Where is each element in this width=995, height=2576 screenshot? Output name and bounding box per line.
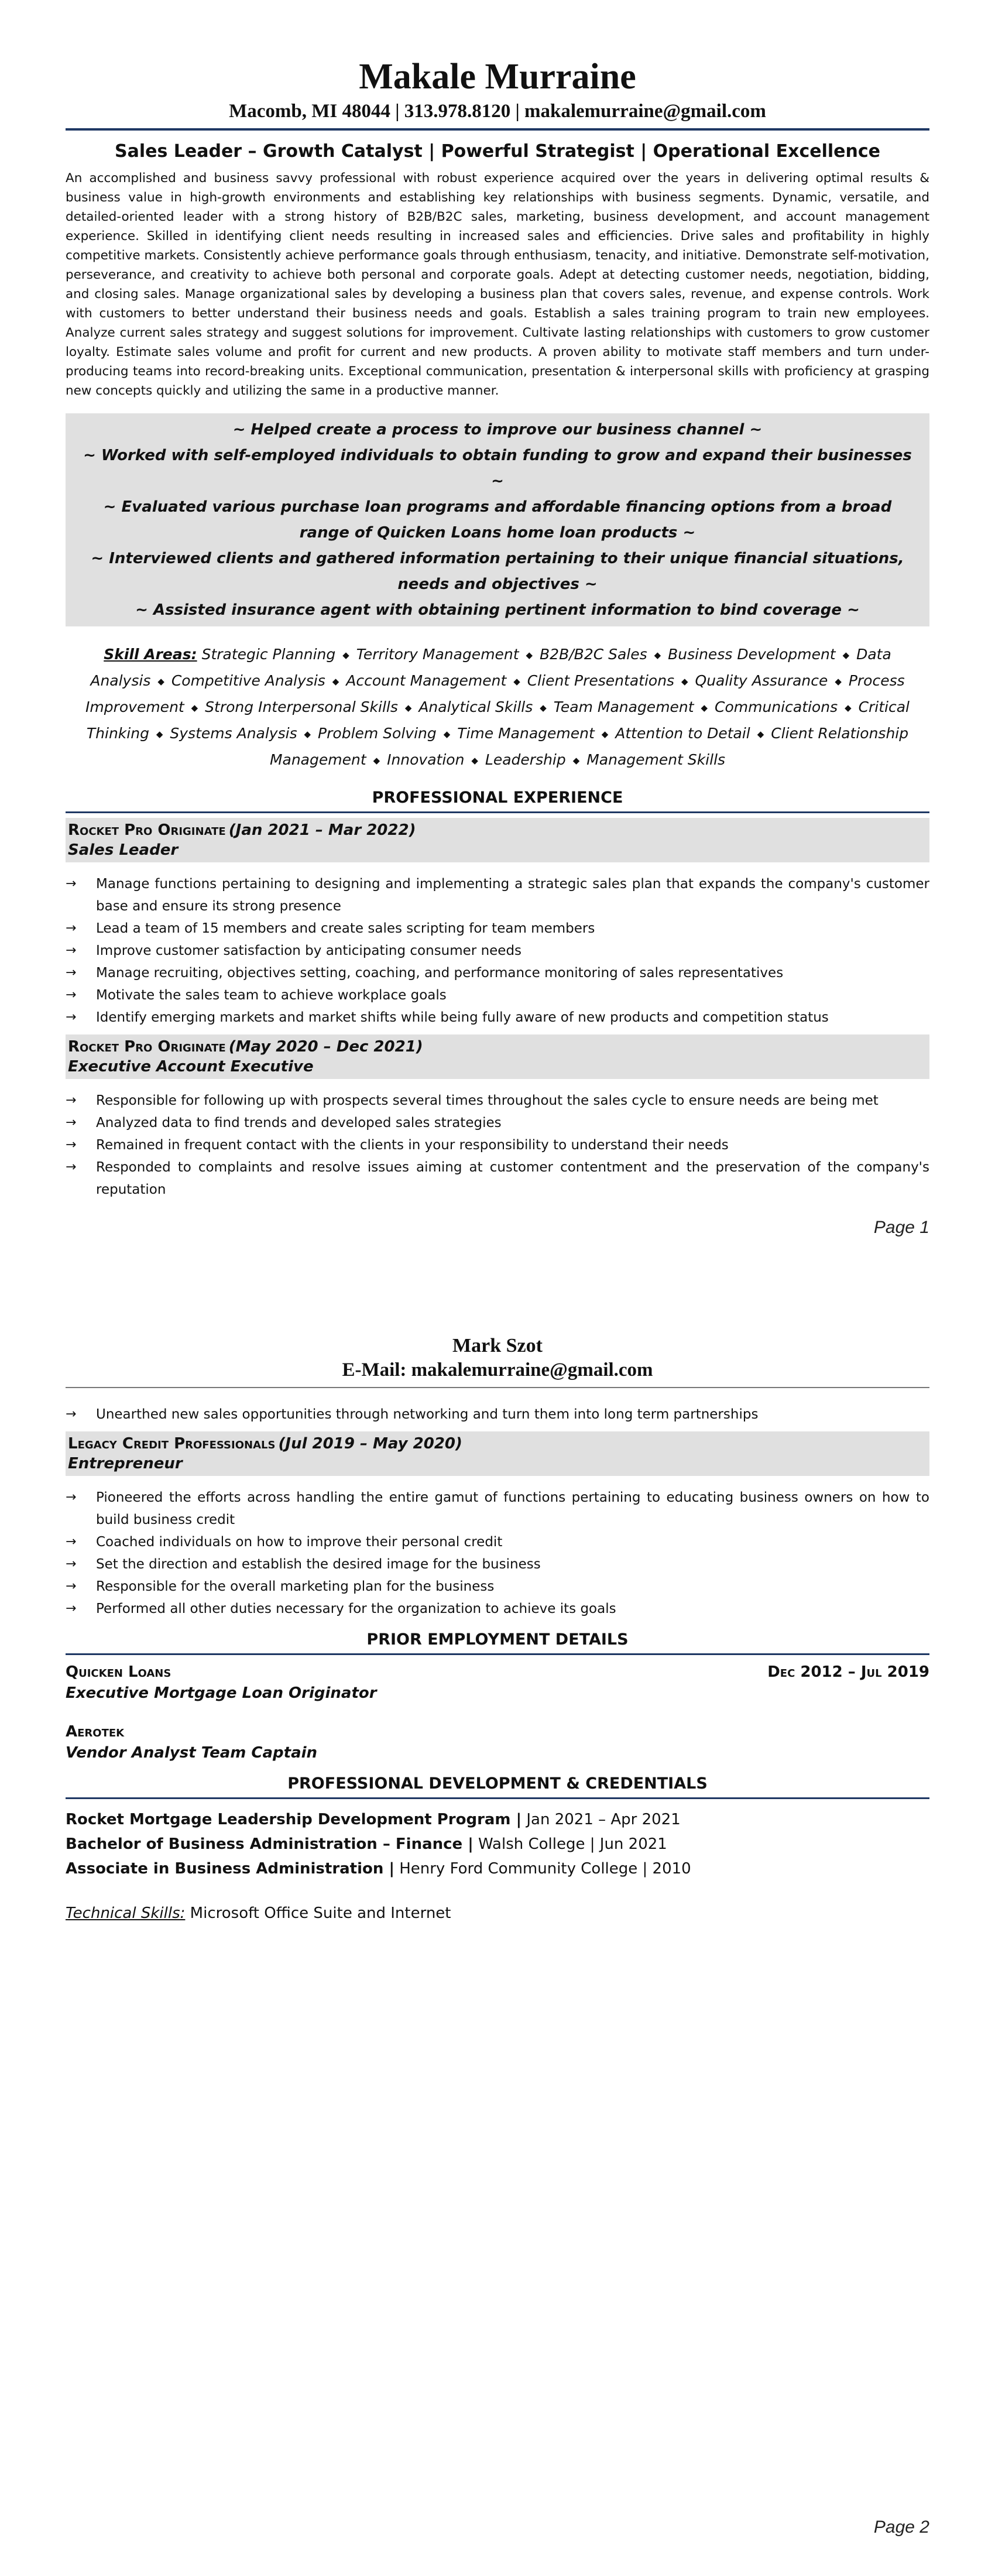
list-item: → Responsible for the overall marketing plan for the business (66, 1575, 929, 1598)
arrow-icon: → (66, 1093, 77, 1108)
arrow-icon: → (66, 1160, 77, 1174)
job-bullets (66, 1486, 929, 1620)
diamond-separator-icon: ◆ (601, 729, 609, 739)
diamond-separator-icon: ◆ (701, 703, 708, 713)
candidate-name: Makale Murraine (359, 57, 636, 97)
arrow-icon: → (66, 1010, 77, 1025)
credential-detail: Henry Ford Community College | 2010 (399, 1860, 691, 1878)
diamond-separator-icon: ◆ (373, 755, 380, 766)
diamond-separator-icon: ◆ (404, 703, 412, 713)
arrow-icon: → (66, 1115, 77, 1130)
arrow-icon: → (66, 1407, 77, 1421)
diamond-separator-icon: ◆ (681, 676, 688, 687)
arrow-icon: → (66, 1579, 77, 1594)
header-divider (66, 128, 929, 131)
skill-item: Business Development (668, 646, 836, 663)
list-item: → Motivate the sales team to achieve workplace goals (66, 984, 929, 1006)
arrow-icon: → (66, 943, 77, 958)
job-header (66, 1034, 929, 1079)
header-divider (66, 1387, 929, 1388)
prior-title: Vendor Analyst Team Captain (66, 1744, 318, 1762)
skill-item: Process Improvement (85, 672, 905, 715)
list-item: → Identify emerging markets and market shifts while being fully aware of new products and competition status (66, 1006, 929, 1029)
skill-item: Problem Solving (318, 725, 437, 742)
diamond-separator-icon: ◆ (835, 676, 842, 687)
job-title: Sales Leader (68, 841, 179, 859)
diamond-separator-icon: ◆ (471, 755, 478, 766)
arrow-icon: → (66, 1601, 77, 1616)
list-item: → Manage functions pertaining to designing and implementing a strategic sales plan that expands the company's customer base and ensure its strong presence (66, 873, 929, 917)
section-divider (66, 1653, 929, 1655)
job-dates: (Jul 2019 – May 2020) (278, 1435, 462, 1453)
arrow-icon: → (66, 876, 77, 891)
list-item: → Responsible for following up with prospects several times throughout the sales cycle to ensure needs are being met (66, 1090, 929, 1112)
job-bullets (66, 873, 929, 1029)
highlight-item: ~ Worked with self-employed individuals to obtain funding to grow and expand their businesses ~ (83, 447, 912, 490)
arrow-icon: → (66, 921, 77, 936)
technical-skills-label: Technical Skills: (66, 1904, 186, 1922)
prior-company: Quicken Loans (66, 1663, 171, 1681)
section-title-prior-employment: PRIOR EMPLOYMENT DETAILS (366, 1630, 629, 1649)
diamond-separator-icon: ◆ (156, 729, 163, 739)
credential-name: Bachelor of Business Administration – Finance | (66, 1835, 474, 1853)
section-divider (66, 811, 929, 813)
list-item: → Remained in frequent contact with the clients in your responsibility to understand their needs (66, 1134, 929, 1156)
arrow-icon: → (66, 965, 77, 980)
page-number: Page 2 (873, 2517, 929, 2537)
skill-item: Territory Management (356, 646, 519, 663)
credential-detail: Jan 2021 – Apr 2021 (526, 1811, 681, 1828)
skill-item: Management Skills (586, 751, 726, 768)
highlight-item: ~ Evaluated various purchase loan programs and affordable financing options from a broad range of Quicken Loans home loan products ~ (103, 498, 892, 542)
job-company: Rocket Pro Originate (68, 1038, 226, 1056)
credential-item (66, 1807, 929, 1832)
job-header (66, 818, 929, 862)
diamond-separator-icon: ◆ (845, 703, 852, 713)
prior-company: Aerotek (66, 1723, 125, 1741)
diamond-separator-icon: ◆ (332, 676, 339, 687)
skill-areas-list (85, 646, 910, 768)
list-item: → Unearthed new sales opportunities through networking and turn them into long term partnerships (66, 1403, 929, 1426)
technical-skills-value: Microsoft Office Suite and Internet (190, 1904, 451, 1922)
page-number: Page 1 (873, 1218, 929, 1237)
arrow-icon: → (66, 1557, 77, 1571)
skill-item: Competitive Analysis (171, 672, 325, 689)
job-title: Entrepreneur (68, 1455, 183, 1472)
list-item: → Responded to complaints and resolve issues aiming at customer contentment and the preservation of the company's reputation (66, 1156, 929, 1201)
section-title-experience: PROFESSIONAL EXPERIENCE (372, 789, 623, 807)
section-title-credentials: PROFESSIONAL DEVELOPMENT & CREDENTIALS (287, 1775, 708, 1793)
job-company: Legacy Credit Professionals (68, 1435, 276, 1453)
job-dates: (Jan 2021 – Mar 2022) (228, 821, 416, 839)
skill-item: Time Management (457, 725, 595, 742)
skill-item: Innovation (387, 751, 465, 768)
diamond-separator-icon: ◆ (443, 729, 451, 739)
skill-item: Client Relationship Management (269, 725, 909, 768)
skill-item: Communications (715, 698, 838, 715)
skill-item: Account Management (346, 672, 507, 689)
highlight-item: ~ Interviewed clients and gathered information pertaining to their unique financial situations, needs and objectives ~ (91, 550, 904, 593)
list-item: → Improve customer satisfaction by anticipating consumer needs (66, 940, 929, 962)
diamond-separator-icon: ◆ (540, 703, 547, 713)
prior-job (66, 1723, 929, 1741)
diamond-separator-icon: ◆ (842, 650, 850, 660)
credential-item (66, 1856, 929, 1881)
skill-areas-label: Skill Areas: (104, 646, 197, 663)
diamond-separator-icon: ◆ (572, 755, 580, 766)
list-item: → Pioneered the efforts across handling the entire gamut of functions pertaining to educating business owners on how to build business credit (66, 1486, 929, 1531)
diamond-separator-icon: ◆ (654, 650, 661, 660)
skill-item: Critical Thinking (86, 698, 910, 742)
skill-item: Team Management (553, 698, 694, 715)
diamond-separator-icon: ◆ (304, 729, 311, 739)
job-header (66, 1431, 929, 1476)
skill-item: Client Presentations (527, 672, 675, 689)
skill-item: Strategic Planning (201, 646, 336, 663)
credential-name: Rocket Mortgage Leadership Development Program | (66, 1811, 522, 1828)
job-company: Rocket Pro Originate (68, 821, 226, 839)
prior-job (66, 1663, 929, 1681)
credential-detail: Walsh College | Jun 2021 (478, 1835, 667, 1853)
list-item: → Lead a team of 15 members and create sales scripting for team members (66, 917, 929, 940)
credential-name: Associate in Business Administration | (66, 1860, 394, 1878)
technical-skills (66, 1904, 929, 1922)
list-item: → Performed all other duties necessary for the organization to achieve its goals (66, 1598, 929, 1620)
prior-dates: Dec 2012 – Jul 2019 (767, 1663, 929, 1681)
skill-item: Strong Interpersonal Skills (205, 698, 398, 715)
job-dates: (May 2020 – Dec 2021) (228, 1038, 423, 1056)
diamond-separator-icon: ◆ (342, 650, 349, 660)
prior-title: Executive Mortgage Loan Originator (66, 1684, 377, 1702)
professional-headline: Sales Leader – Growth Catalyst | Powerful Strategist | Operational Excellence (115, 141, 880, 162)
list-item: → Set the direction and establish the desired image for the business (66, 1553, 929, 1575)
career-highlights (66, 413, 929, 626)
highlight-item: ~ Assisted insurance agent with obtaining pertinent information to bind coverage ~ (135, 601, 860, 619)
arrow-icon: → (66, 1490, 77, 1505)
arrow-icon: → (66, 988, 77, 1002)
skill-item: Analytical Skills (418, 698, 533, 715)
page2-header-name: Mark Szot (452, 1335, 543, 1356)
resume-page-2 (0, 1288, 995, 2576)
skill-item: Attention to Detail (615, 725, 750, 742)
skill-item: Systems Analysis (170, 725, 297, 742)
diamond-separator-icon: ◆ (526, 650, 533, 660)
section-divider (66, 1797, 929, 1799)
skill-areas (77, 642, 918, 773)
page2-header-email: E-Mail: makalemurraine@gmail.com (342, 1359, 653, 1381)
job-bullets (66, 1090, 929, 1201)
credential-item (66, 1832, 929, 1856)
skill-item: Quality Assurance (695, 672, 828, 689)
diamond-separator-icon: ◆ (513, 676, 520, 687)
continued-bullets (66, 1403, 929, 1426)
job-title: Executive Account Executive (68, 1058, 314, 1075)
diamond-separator-icon: ◆ (191, 703, 198, 713)
skill-item: Leadership (485, 751, 566, 768)
diamond-separator-icon: ◆ (757, 729, 764, 739)
highlight-item: ~ Helped create a process to improve our business channel ~ (232, 421, 763, 439)
skill-item: B2B/B2C Sales (540, 646, 647, 663)
arrow-icon: → (66, 1138, 77, 1152)
professional-summary: An accomplished and business savvy professional with robust experience acquired over the years in delivering optimal results & business value in high-growth environments and establishing key relationships with business segments. Dynamic, versatile, and detailed-oriented leader with a strong history of B2B/B2C sales, marketing, business development, and account management experience. Skilled in identifying client needs resulting in increased sales and efficiencies. Drive sales and profitability in highly competitive markets. Consistently achieve performance goals through enthusiasm, tenacity, and initiative. Demonstrate self-motivation, perseverance, and creativity to achieve both personal and corporate goals. Adept at detecting customer needs, negotiation, bidding, and closing sales. Manage organizational sales by developing a business plan that covers sales, revenue, and expense controls. Work with customers to better understand their business needs and goals. Establish a sales training program to train new employees. Analyze current sales strategy and suggest solutions for improvement. Cultivate lasting relationships with customers to grow customer loyalty. Estimate sales volume and profit for current and new products. A proven ability to motivate staff members and turn under-producing teams into record-breaking units. Exceptional communication, presentation & interpersonal skills with proficiency at grasping new concepts quickly and utilizing the same in a productive manner. (66, 171, 929, 398)
list-item: → Manage recruiting, objectives setting, coaching, and performance monitoring of sales representatives (66, 962, 929, 984)
diamond-separator-icon: ◆ (157, 676, 164, 687)
arrow-icon: → (66, 1534, 77, 1549)
skill-item: Data Analysis (90, 646, 891, 689)
list-item: → Coached individuals on how to improve their personal credit (66, 1531, 929, 1553)
list-item: → Analyzed data to find trends and developed sales strategies (66, 1112, 929, 1134)
contact-line: Macomb, MI 48044 | 313.978.8120 | makalemurraine@gmail.com (229, 101, 766, 122)
